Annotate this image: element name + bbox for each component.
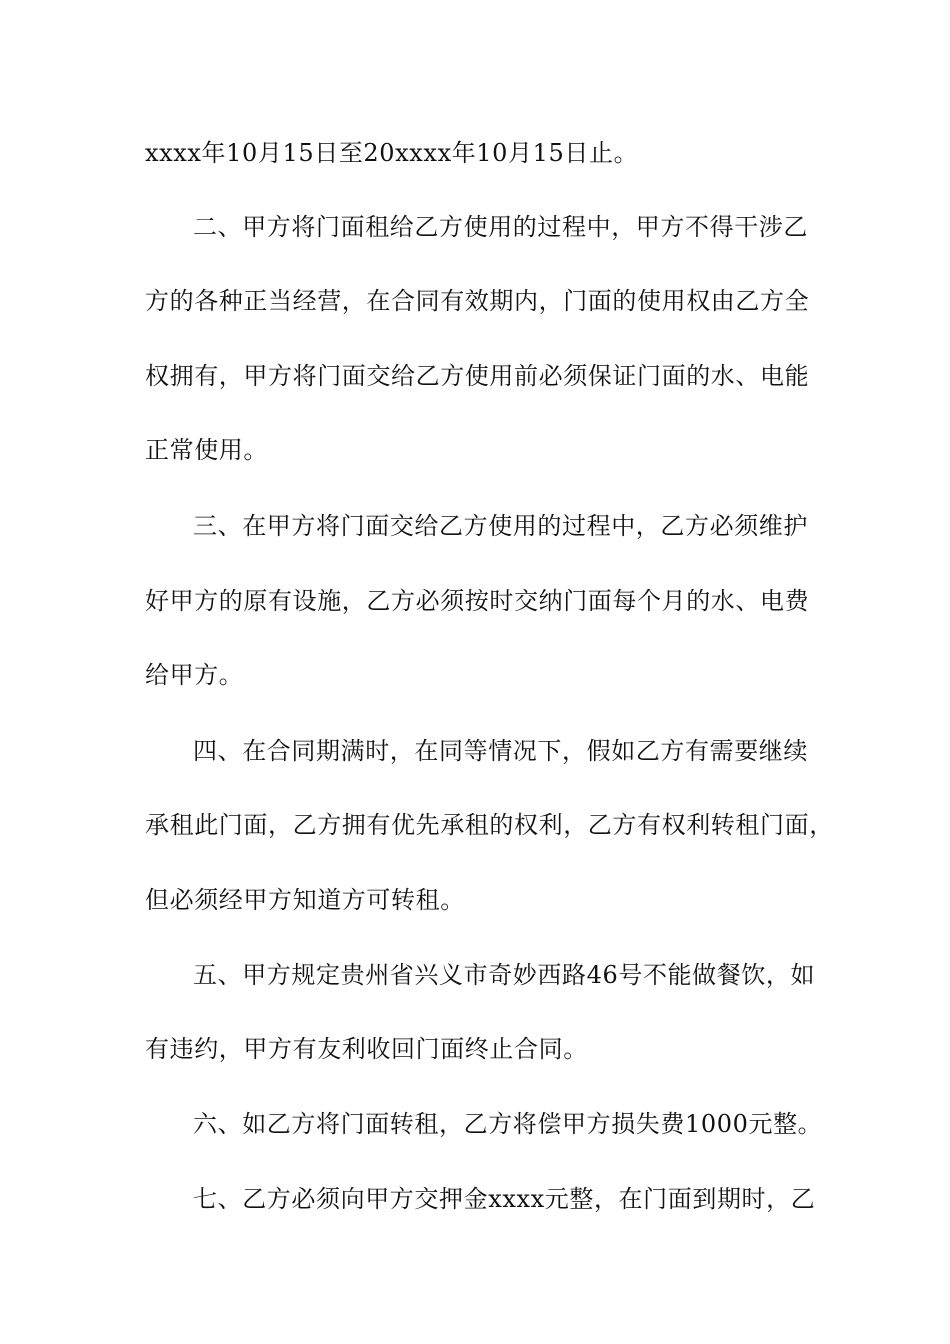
text-line: 有违约，甲方有友利收回门面终止合同。 [145,1035,588,1063]
clause-4-line: 四、在合同期满时，在同等情况下，假如乙方有需要继续 [193,737,808,765]
clause-7-line: 七、乙方必须向甲方交押金xxxx元整，在门面到期时，乙 [193,1185,816,1213]
clause-6-line: 六、如乙方将门面转租，乙方将偿甲方损失费1000元整。 [193,1110,823,1138]
text-line: 正常使用。 [145,436,268,464]
text-line: 权拥有，甲方将门面交给乙方使用前必须保证门面的水、电能 [145,362,810,390]
text-line: 给甲方。 [145,661,244,689]
text-line: 好甲方的原有设施，乙方必须按时交纳门面每个月的水、电费 [145,587,810,615]
text-line: 承租此门面，乙方拥有优先承租的权利，乙方有权利转租门面， [145,811,834,839]
text-line: 方的各种正当经营，在合同有效期内，门面的使用权由乙方全 [145,287,810,315]
clause-3-line: 三、在甲方将门面交给乙方使用的过程中，乙方必须维护 [193,512,808,540]
text-line: xxxx年10月15日至20xxxx年10月15日止。 [145,139,639,167]
text-line: 但必须经甲方知道方可转租。 [145,886,465,914]
clause-5-line: 五、甲方规定贵州省兴义市奇妙西路46号不能做餐饮，如 [193,961,816,989]
clause-2-line: 二、甲方将门面租给乙方使用的过程中，甲方不得干涉乙 [193,213,808,241]
